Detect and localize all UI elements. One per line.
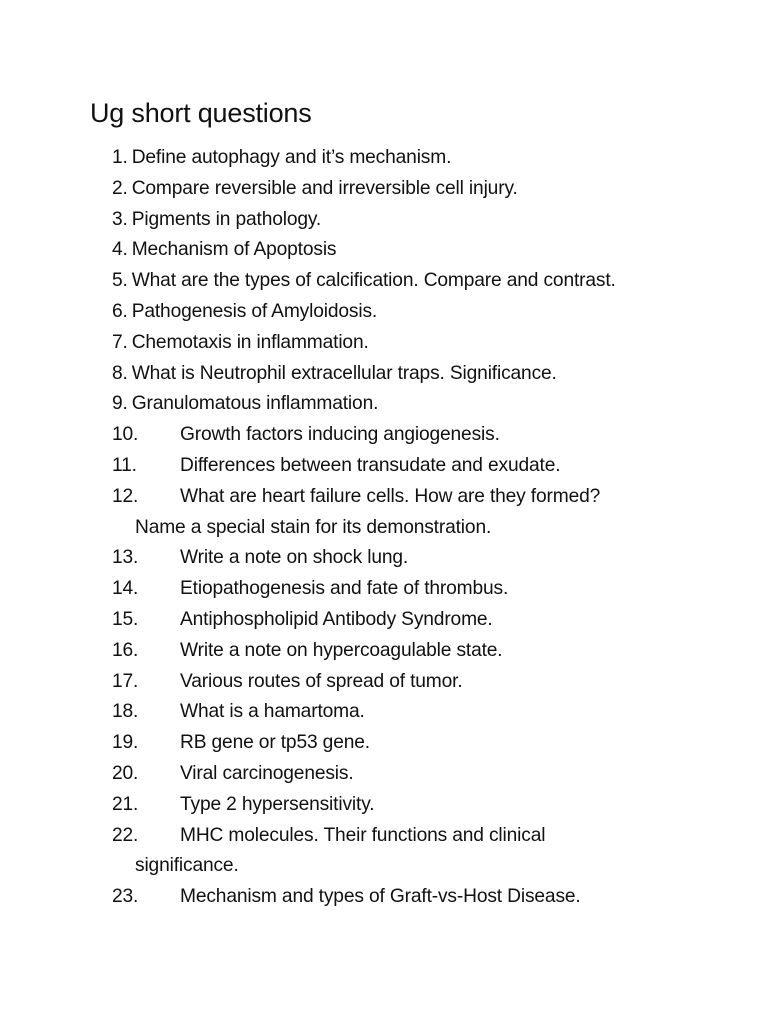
question-number: 1. — [112, 147, 128, 168]
question-item — [112, 543, 712, 574]
question-text: Write a note on hypercoagulable state. — [180, 639, 503, 661]
question-text: Antiphospholipid Antibody Syndrome. — [180, 608, 493, 630]
question-number: 18. — [112, 701, 139, 723]
question-number: 9. — [112, 393, 128, 415]
question-text: What are the types of calcification. Compare and contrast. — [131, 270, 616, 292]
question-text: Define autophagy and it’s mechanism. — [131, 147, 452, 168]
question-item — [112, 667, 712, 698]
question-number: 21. — [112, 793, 139, 815]
question-text: Type 2 hypersensitivity. — [180, 793, 375, 815]
question-number: 14. — [112, 578, 139, 600]
question-item — [112, 821, 712, 883]
question-text: Compare reversible and irreversible cell injury. — [131, 177, 518, 199]
question-number: 17. — [112, 670, 139, 692]
question-item — [112, 174, 712, 205]
question-text: Various routes of spread of tumor. — [180, 670, 463, 692]
question-number: 12. — [112, 485, 139, 507]
question-number: 16. — [112, 639, 139, 661]
question-item — [112, 389, 712, 420]
question-item — [112, 297, 712, 328]
question-item — [112, 697, 712, 728]
question-number: 2. — [112, 177, 128, 199]
question-item — [112, 451, 712, 482]
question-text: RB gene or tp53 gene. — [180, 732, 370, 754]
question-item — [112, 235, 712, 266]
question-text: Pigments in pathology. — [131, 208, 322, 230]
question-item — [112, 636, 712, 667]
question-number: 7. — [112, 331, 128, 353]
question-item — [112, 882, 712, 913]
question-text: Growth factors inducing angiogenesis. — [180, 424, 500, 446]
question-number: 15. — [112, 608, 139, 630]
document-title: Ug short questions — [90, 98, 312, 128]
question-number: 19. — [112, 732, 139, 754]
question-text: MHC molecules. Their functions and clinical — [180, 824, 546, 846]
question-text: Differences between transudate and exudate. — [180, 454, 561, 476]
question-text: Etiopathogenesis and fate of thrombus. — [180, 578, 509, 600]
question-text: Viral carcinogenesis. — [180, 762, 354, 784]
question-text: Mechanism of Apoptosis — [131, 239, 337, 261]
question-item — [112, 420, 712, 451]
question-item — [112, 328, 712, 359]
question-continuation: Name a special stain for its demonstration. — [135, 516, 492, 538]
question-text: Chemotaxis in inflammation. — [131, 331, 369, 353]
question-text: Write a note on shock lung. — [180, 547, 409, 569]
question-text: What are heart failure cells. How are they formed? — [180, 485, 601, 507]
question-item — [112, 143, 712, 174]
question-item — [112, 205, 712, 236]
question-item — [112, 482, 712, 544]
question-list — [112, 143, 712, 913]
question-number: 4. — [112, 239, 128, 261]
question-number: 11. — [112, 454, 137, 476]
question-number: 3. — [112, 208, 128, 230]
question-number: 10. — [112, 424, 139, 446]
question-number: 13. — [112, 547, 139, 569]
question-number: 8. — [112, 362, 128, 384]
question-continuation: significance. — [135, 855, 239, 877]
question-item — [112, 359, 712, 390]
question-item — [112, 574, 712, 605]
question-text: What is Neutrophil extracellular traps. Significance. — [131, 362, 557, 384]
question-item — [112, 266, 712, 297]
question-item — [112, 728, 712, 759]
question-text: Pathogenesis of Amyloidosis. — [131, 300, 378, 322]
question-item — [112, 605, 712, 636]
question-item — [112, 790, 712, 821]
question-text: Mechanism and types of Graft-vs-Host Disease. — [180, 886, 581, 908]
question-text: What is a hamartoma. — [180, 701, 365, 723]
question-number: 23. — [112, 886, 139, 908]
question-number: 20. — [112, 762, 139, 784]
question-number: 22. — [112, 824, 139, 846]
question-number: 6. — [112, 300, 128, 322]
question-text: Granulomatous inflammation. — [131, 393, 379, 415]
question-item — [112, 759, 712, 790]
question-number: 5. — [112, 270, 128, 292]
